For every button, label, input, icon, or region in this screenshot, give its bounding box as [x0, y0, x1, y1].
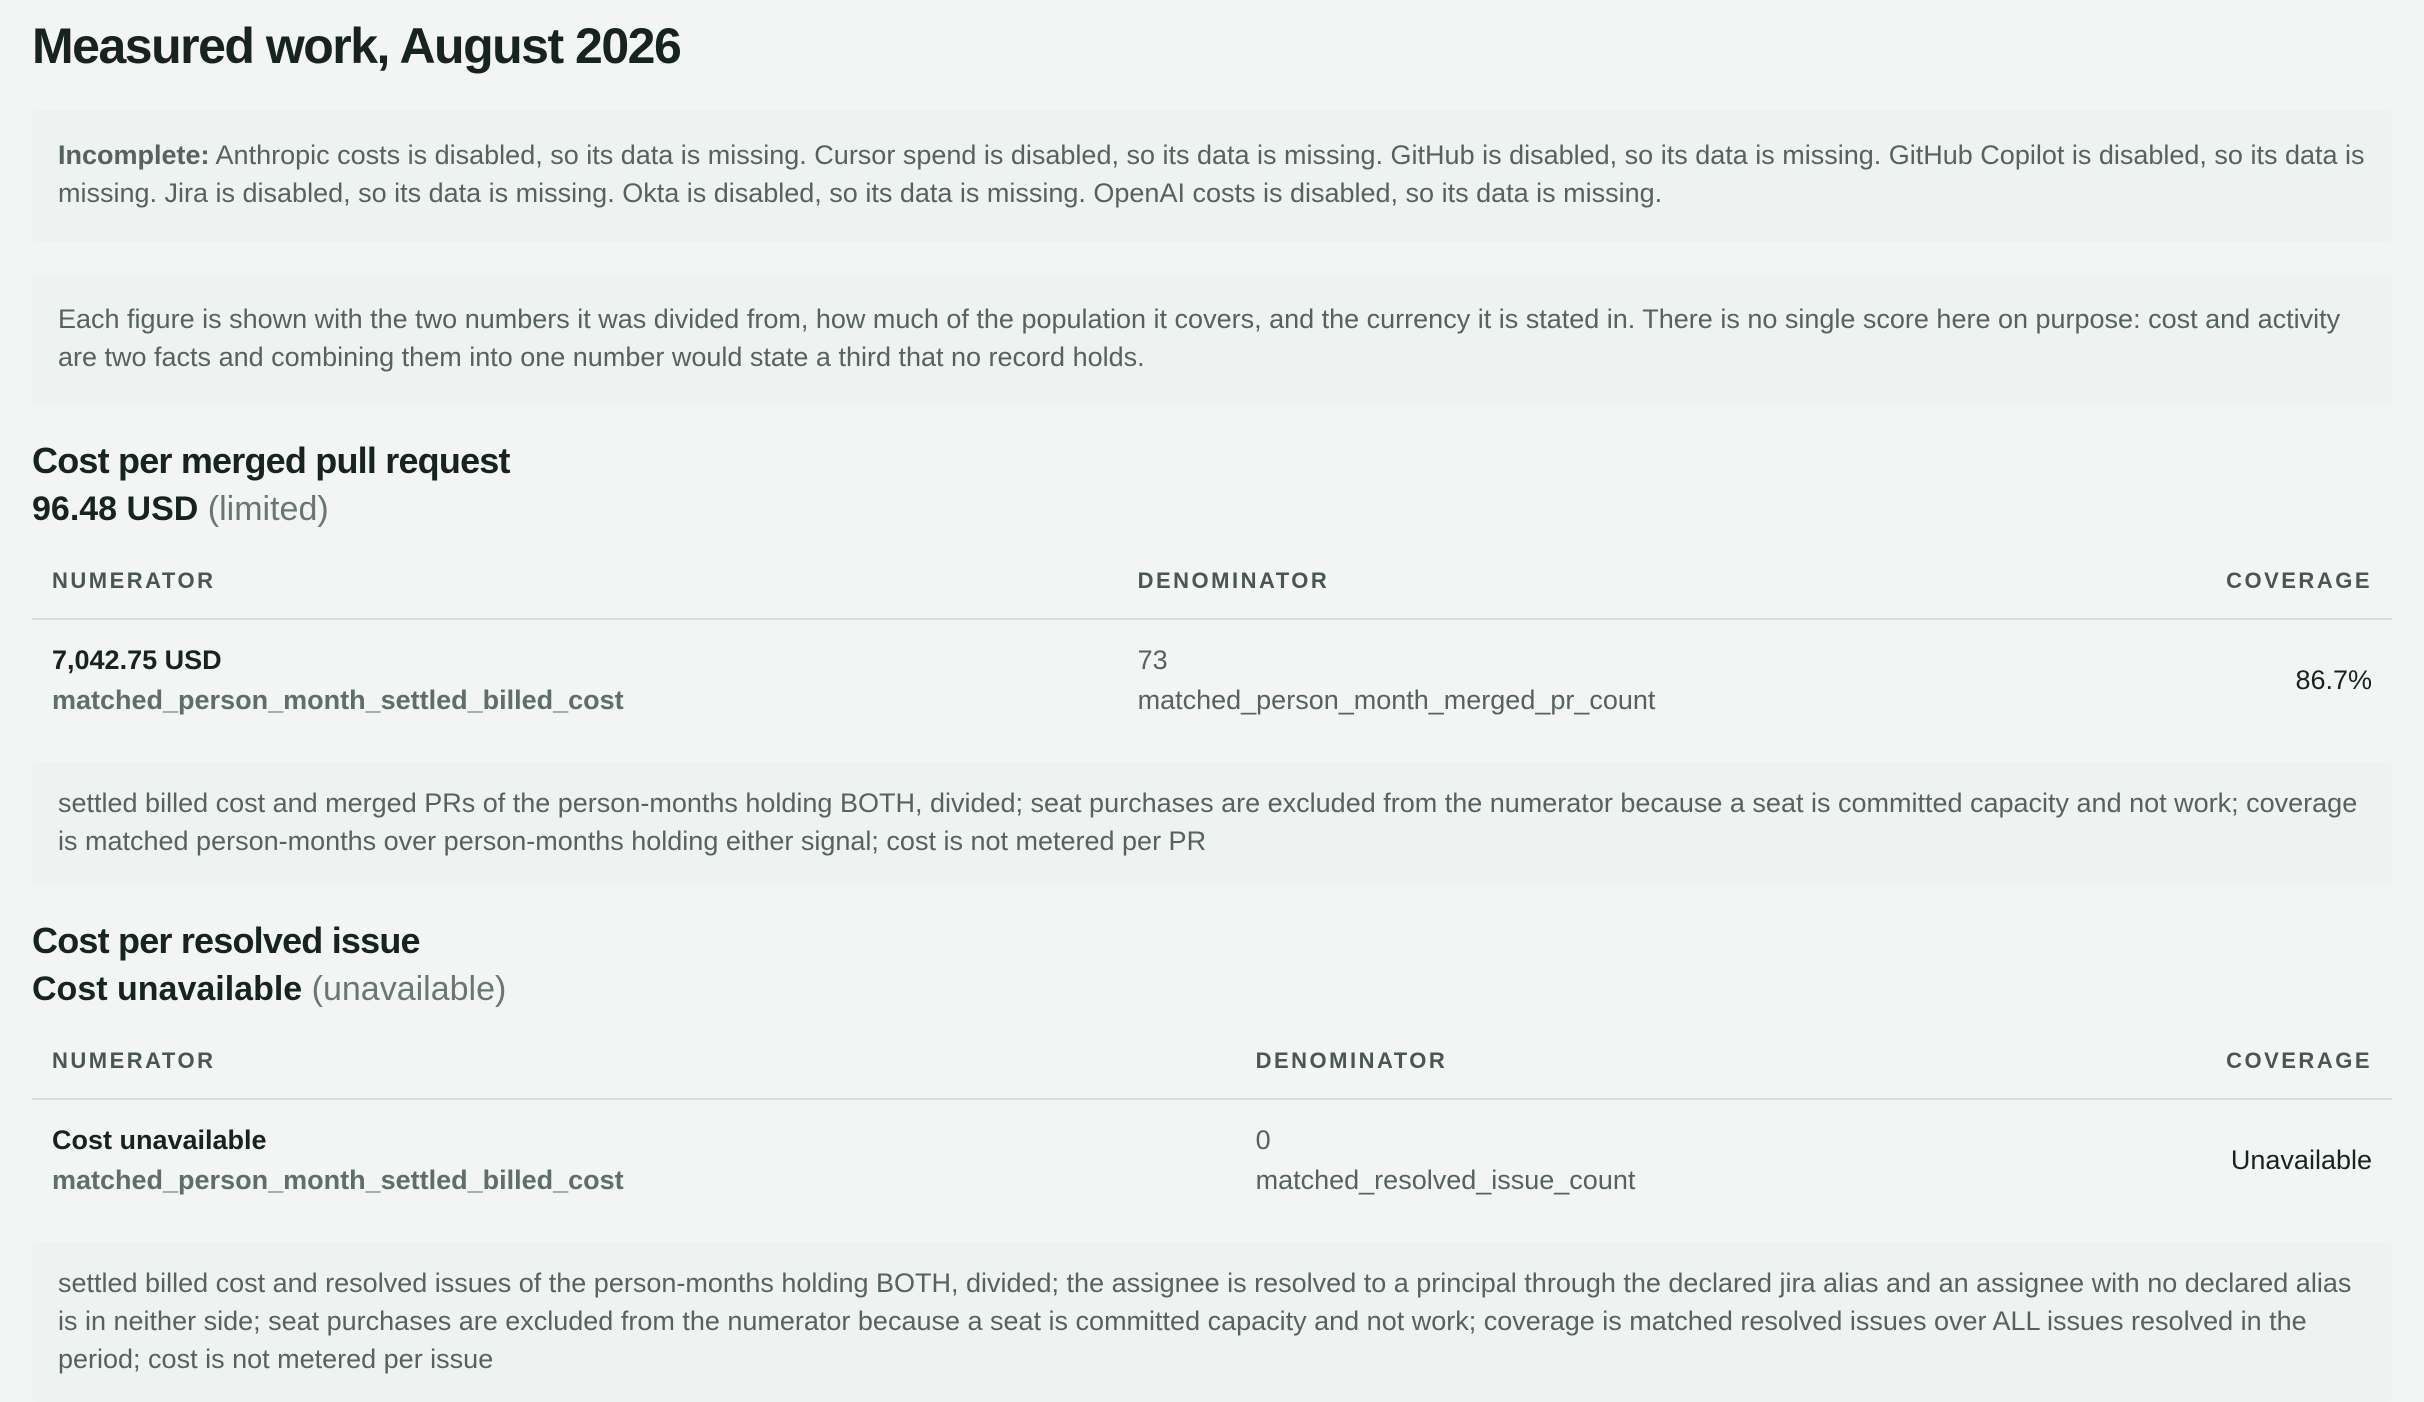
incomplete-notice-lead: Incomplete: [58, 140, 210, 170]
metric-breakdown-table [32, 1048, 2392, 1220]
column-header-denominator: DENOMINATOR [1236, 1048, 2109, 1099]
column-header-coverage: COVERAGE [2109, 1048, 2392, 1099]
coverage-value: 86.7% [2295, 665, 2372, 695]
page-title: Measured work, August 2026 [32, 18, 681, 74]
denominator-cell [1236, 1099, 2109, 1220]
table-header-row [32, 568, 2392, 619]
numerator-field: matched_person_month_settled_billed_cost [52, 1165, 624, 1195]
numerator-cell [32, 619, 1118, 740]
metric-value: Cost unavailable [32, 970, 303, 1008]
column-header-numerator: NUMERATOR [32, 1048, 1236, 1099]
metric-note: settled billed cost and merged PRs of the person-months holding BOTH, divided; seat purchases are excluded from the numerator because a seat is committed capacity and not work; coverage is matched person-months over person-months holding either signal; cost is not metered per PR [32, 762, 2392, 884]
metric-value: 96.48 USD [32, 490, 199, 528]
metric-headline [32, 966, 2392, 1012]
denominator-cell [1118, 619, 2109, 740]
column-header-numerator: NUMERATOR [32, 568, 1118, 619]
denominator-value: 0 [1255, 1125, 1271, 1155]
explanation-panel: Each figure is shown with the two numbers it was divided from, how much of the population it covers, and the currency it is stated in. There is no single score here on purpose: cost and activity are two facts and combining them into one number would state a third that no record holds. [32, 276, 2392, 404]
denominator-value: 73 [1137, 645, 1168, 675]
metric-title: Cost per merged pull request [32, 440, 510, 481]
table-header-row [32, 1048, 2392, 1099]
metric-cost-per-merged-pr [32, 438, 2392, 884]
column-header-coverage: COVERAGE [2109, 568, 2392, 619]
incomplete-notice-text: Anthropic costs is disabled, so its data is missing. Cursor spend is disabled, so its data is missing. GitHub is disabled, so its data is missing. GitHub Copilot is disabled, so its data is missing. Jira is disabled, so its data is missing. Okta is disabled, so its data is missing. OpenAI costs is disabled, so its data is missing. [58, 140, 2365, 208]
metric-status: (limited) [207, 490, 329, 528]
metric-breakdown-table [32, 568, 2392, 740]
column-header-denominator: DENOMINATOR [1118, 568, 2109, 619]
table-row [32, 619, 2392, 740]
table-row [32, 1099, 2392, 1220]
incomplete-notice [32, 110, 2392, 242]
metric-status: (unavailable) [311, 970, 507, 1008]
metric-headline [32, 486, 2392, 532]
metric-note: settled billed cost and resolved issues of the person-months holding BOTH, divided; the assignee is resolved to a principal through the declared jira alias and an assignee with no declared alias is in neither side; seat purchases are excluded from the numerator because a seat is committed capacity and not work; coverage is matched resolved issues over ALL issues resolved in the period; cost is not metered per issue [32, 1242, 2392, 1402]
numerator-value: 7,042.75 USD [52, 645, 222, 675]
metric-cost-per-resolved-issue [32, 918, 2392, 1402]
metric-title: Cost per resolved issue [32, 920, 420, 961]
coverage-value: Unavailable [2230, 1145, 2372, 1175]
denominator-field: matched_resolved_issue_count [1255, 1165, 1636, 1195]
numerator-field: matched_person_month_settled_billed_cost [52, 685, 624, 715]
numerator-cell [32, 1099, 1236, 1220]
denominator-field: matched_person_month_merged_pr_count [1137, 685, 1656, 715]
numerator-value: Cost unavailable [52, 1125, 267, 1155]
